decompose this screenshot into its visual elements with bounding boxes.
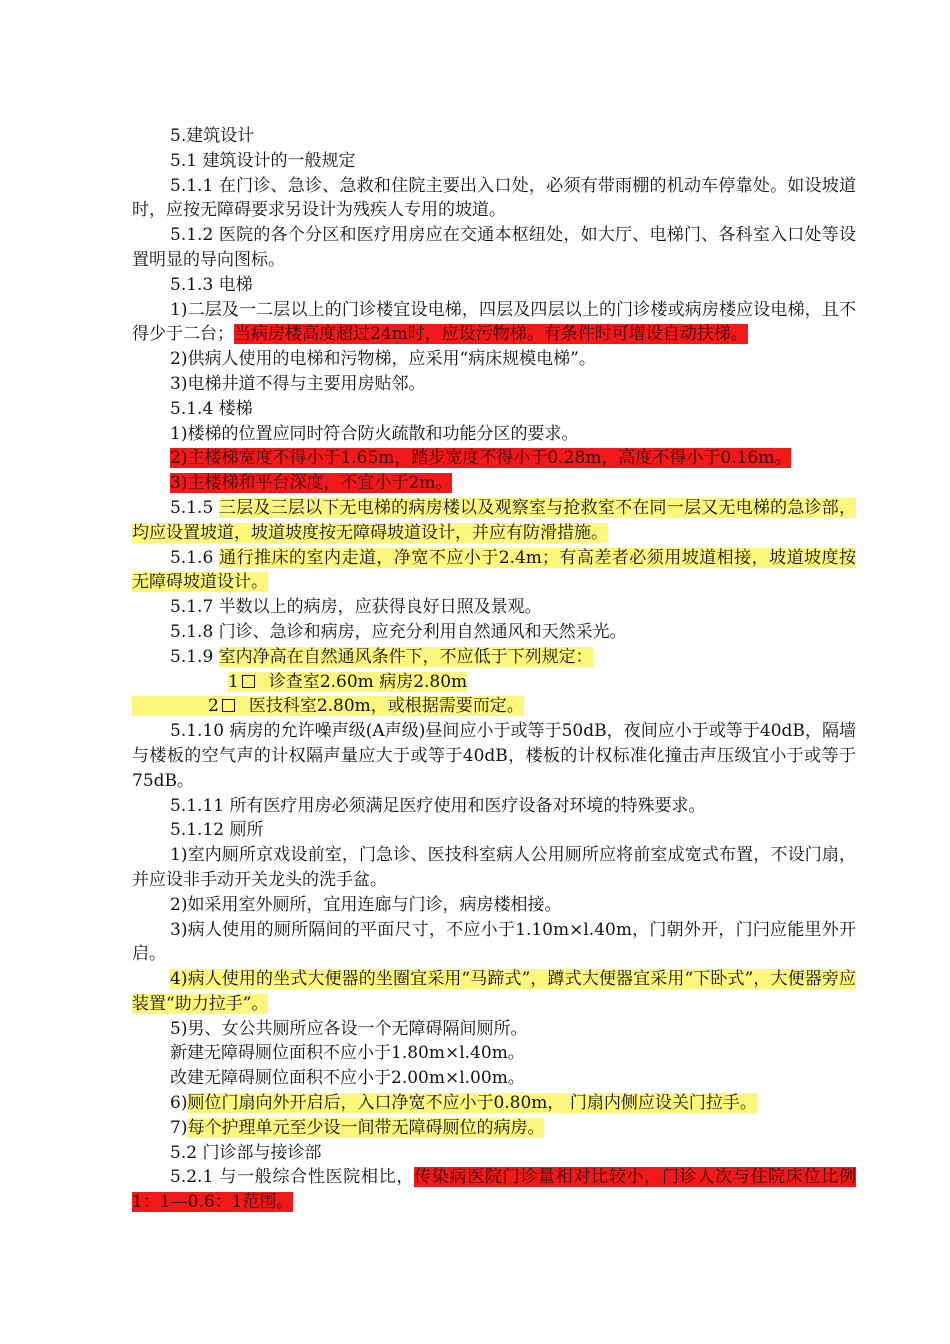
para-number: 5.1.5 (170, 497, 219, 518)
highlight-red: 当病房楼高度超过24m时，应设污物梯。有条件时可增设自动扶梯。 (234, 324, 748, 345)
para-number: 5.1.9 (170, 646, 219, 667)
highlight-yellow: 厕位门扇向外开启后，入口净宽不应小于0.80m， 门扇内侧应设关门拉手。 (187, 1093, 757, 1114)
para-5-1-4-3 (132, 471, 856, 496)
para-5-1-7: 5.1.7 半数以上的病房，应获得良好日照及景观。 (170, 597, 542, 618)
para-5-1-11: 5.1.11 所有医疗用房必须满足医疗使用和医疗设备对环境的特殊要求。 (170, 795, 706, 816)
highlight-yellow: 4)病人使用的坐式大便器的坐圈宜采用“马蹄式”，蹲式大便器宜采用“下卧式”，大便器旁应装置“助力拉手”。 (132, 969, 856, 1014)
para-5-1-8: 5.1.8 门诊、急诊和病房，应充分利用自然通风和天然采光。 (170, 621, 627, 642)
para-5-1-3-3: 3)电梯井道不得与主要用房贴邻。 (170, 373, 426, 394)
para-5-1-10: 5.1.10 病房的允许噪声级(A声级)昼间应小于或等于50dB，夜间应小于或等于40dB，隔墙与楼板的空气声的计权隔声量应大于或等于40dB，楼板的计权标准化撞击声压级宜小于或等于75dB。 (132, 721, 856, 791)
heading-5-2: 5.2 门诊部与接诊部 (170, 1142, 322, 1163)
para-5-2-1 (132, 1165, 856, 1215)
highlight-yellow (228, 672, 467, 692)
para-number: 6) (170, 1093, 188, 1114)
heading-5-1-4: 5.1.4 楼梯 (170, 398, 253, 419)
para-5-1-12-2: 2)如采用室外厕所，宜用连廊与门诊，病房楼相接。 (170, 894, 562, 915)
para-5-1-6 (132, 546, 856, 596)
para-5-1-12-4 (132, 967, 856, 1017)
checkbox-glyph-icon (222, 699, 235, 712)
para-5-1-4-1: 1)楼梯的位置应同时符合防火疏散和功能分区的要求。 (170, 423, 579, 444)
highlight-yellow: 通行推床的室内走道，净宽不应小于2.4m；有高差者必须用坡道相接，坡道坡度按无障碍坡道设计。 (132, 547, 856, 593)
list-item-5-1-9-1 (132, 670, 856, 695)
para-5-1-12-5b: 改建无障碍厕位面积不应小于2.00m×l.00m。 (170, 1068, 525, 1089)
heading-5-1-12: 5.1.12 厕所 (170, 820, 264, 841)
para-5-1-2: 5.1.2 医院的各个分区和医疗用房应在交通本枢纽处，如大厅、电梯门、各科室入口处等设置明显的导向图标。 (132, 225, 856, 270)
highlight-yellow: 每个护理单元至少设一间带无障碍厕位的病房。 (187, 1117, 545, 1138)
para-5-2-1-text: 5.2.1 与一般综合性医院相比， (170, 1167, 415, 1188)
highlight-yellow (132, 696, 524, 716)
para-5-1-1: 5.1.1 在门诊、急诊、急救和住院主要出入口处，必须有带雨棚的机动车停靠处。如设坡道时，应按无障碍要求另设计为残疾人专用的坡道。 (132, 175, 856, 221)
para-number: 7) (170, 1117, 188, 1138)
list-text: 诊查室2.60m 病房2.80m (268, 671, 468, 692)
para-5-1-12-1: 1)室内厕所京戏设前室，门急诊、医技科室病人公用厕所应将前室成宽式布置，不设门扇，并应设非手动开关龙头的洗手盆。 (132, 845, 856, 890)
para-5-1-3-1-text: 1)二层及一二层以上的门诊楼宜设电梯，四层及四层以上的门诊楼或病房楼应设电梯，且不得少于二台； (132, 299, 856, 345)
para-5-1-12-5: 5)男、女公共厕所应各设一个无障碍隔间厕所。 (170, 1018, 528, 1039)
heading-5-1: 5.1 建筑设计的一般规定 (170, 150, 356, 171)
highlight-red: 2)主楼梯宽度不得小于1.65m，踏步宽度不得小于0.28m，高度不得小于0.16m。 (170, 448, 792, 469)
list-number: 2 (208, 696, 219, 717)
para-5-1-4-2 (132, 446, 856, 471)
para-5-1-12-5a: 新建无障碍厕位面积不应小于1.80m×l.40m。 (170, 1043, 525, 1064)
highlight-red: 传染病医院门诊量相对比较小，门诊人次与住院床位比例1：1—0.6：1范围。 (132, 1167, 856, 1213)
para-number: 5.1.6 (170, 547, 220, 568)
highlight-yellow: 三层及三层以下无电梯的病房楼以及观察室与抢救室不在同一层又无电梯的急诊部，均应设置坡道，坡道坡度按无障碍坡道设计，并应有防滑措施。 (132, 497, 856, 543)
para-5-1-9 (132, 645, 856, 670)
para-5-1-3-2: 2)供病人使用的电梯和污物梯，应采用“病床规模电梯”。 (170, 349, 596, 370)
para-5-1-3-1 (132, 298, 856, 348)
list-item-5-1-9-2 (132, 694, 856, 719)
list-number: 1 (228, 671, 239, 692)
para-5-1-12-7 (132, 1116, 856, 1141)
highlight-yellow: 室内净高在自然通风条件下，不应低于下列规定： (218, 646, 593, 667)
document-body (132, 124, 856, 1215)
para-5-1-12-6 (132, 1091, 856, 1116)
checkbox-glyph-icon (242, 675, 255, 688)
para-5-1-5 (132, 496, 856, 546)
heading-5-1-3: 5.1.3 电梯 (170, 274, 253, 295)
para-5-1-12-3: 3)病人使用的厕所隔间的平面尺寸，不应小于1.10m×l.40m，门朝外开，门闩应能里外开启。 (132, 919, 856, 965)
heading-5: 5.建筑设计 (170, 126, 255, 146)
list-text: 医技科室2.80m，或根据需要而定。 (248, 696, 524, 717)
highlight-red: 3)主楼梯和平台深度，不宜小于2m。 (170, 473, 453, 494)
